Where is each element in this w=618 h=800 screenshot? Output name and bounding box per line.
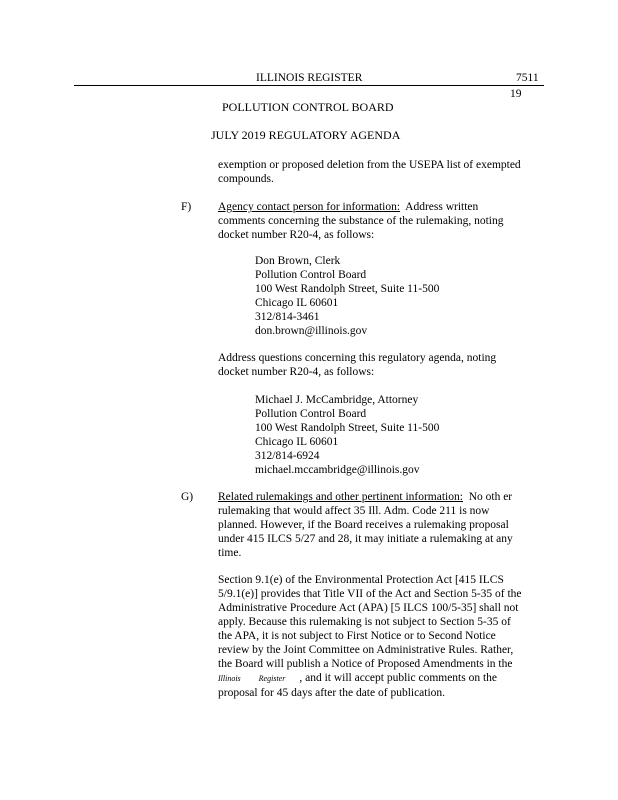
text-line: the Board will publish a Notice of Proposed Amendments in the xyxy=(218,658,513,670)
contact-name: Michael J. McCambridge, Attorney xyxy=(255,394,419,406)
section-g-paragraph xyxy=(218,490,548,560)
contact-city: Chicago IL 60601 xyxy=(255,297,339,309)
contact-org: Pollution Control Board xyxy=(255,269,367,281)
text-line: under 415 ILCS 5/27 and 28, it may initiate a rulemaking at any xyxy=(218,533,513,545)
text-fragment: , and it will accept public comments on the xyxy=(299,672,498,684)
section-f-label: F) xyxy=(181,201,192,213)
contact-phone: 312/814-6924 xyxy=(255,450,320,462)
text-line xyxy=(218,671,548,686)
text-line: docket number R20-4, as follows: xyxy=(218,229,375,241)
section-g-heading: Related rulemakings and other pertinent information: xyxy=(218,491,463,503)
text-line xyxy=(218,200,548,214)
text-line: exemption or proposed deletion from the USEPA list of exempted xyxy=(218,159,521,171)
issue-number: 19 xyxy=(510,88,522,100)
text-line: planned. However, if the Board receives a rulemaking proposal xyxy=(218,519,509,531)
text-line: compounds. xyxy=(218,173,274,185)
contact-email: don.brown@illinois.gov xyxy=(255,325,368,337)
text-line: Administrative Procedure Act (APA) [5 ILCS 100/5-35] shall not xyxy=(218,602,519,614)
text-line: Address questions concerning this regulatory agenda, noting xyxy=(218,352,497,364)
contact-name: Don Brown, Clerk xyxy=(255,255,341,267)
questions-paragraph xyxy=(218,351,548,379)
header-rule xyxy=(74,85,544,86)
section-f-paragraph xyxy=(218,200,548,242)
contact-city: Chicago IL 60601 xyxy=(255,436,339,448)
contact-phone: 312/814-3461 xyxy=(255,311,320,323)
italic-register: Register xyxy=(258,674,286,683)
text-line: Section 9.1(e) of the Environmental Protection Act [415 ILCS xyxy=(218,574,504,586)
page-number: 7511 xyxy=(516,72,539,84)
text-line: rulemaking that would affect 35 Ill. Adm. Code 211 is now xyxy=(218,505,490,517)
register-title: ILLINOIS REGISTER xyxy=(256,72,363,84)
text-line: apply. Because this rulemaking is not subject to Section 5-35 of xyxy=(218,616,511,628)
text-line: docket number R20-4, as follows: xyxy=(218,366,375,378)
continuation-paragraph xyxy=(218,158,548,186)
italic-illinois: Illinois xyxy=(218,674,241,683)
contact-block-attorney xyxy=(255,393,439,477)
contact-org: Pollution Control Board xyxy=(255,408,367,420)
contact-email: michael.mccambridge@illinois.gov xyxy=(255,464,420,476)
section-f-heading: Agency contact person for information: xyxy=(218,201,401,213)
text-line: proposal for 45 days after the date of publication. xyxy=(218,687,446,699)
agency-name: POLLUTION CONTROL BOARD xyxy=(222,100,394,114)
text-line: review by the Joint Committee on Administrative Rules. Rather, xyxy=(218,644,514,656)
section-g-heading-tail: No oth er xyxy=(462,491,513,503)
text-line: comments concerning the substance of the rulemaking, noting xyxy=(218,215,504,227)
contact-street: 100 West Randolph Street, Suite 11-500 xyxy=(255,422,440,434)
section-g-label: G) xyxy=(181,491,194,503)
section-f-heading-tail: Address written xyxy=(400,201,479,213)
contact-street: 100 West Randolph Street, Suite 11-500 xyxy=(255,283,440,295)
text-line: 5/9.1(e)] provides that Title VII of the Act and Section 5-35 of the xyxy=(218,588,522,600)
contact-block-clerk xyxy=(255,254,439,338)
section-g-paragraph-2 xyxy=(218,573,548,700)
text-line: the APA, it is not subject to First Notice or to Second Notice xyxy=(218,630,496,642)
agenda-title: JULY 2019 REGULATORY AGENDA xyxy=(211,128,401,142)
text-line xyxy=(218,490,548,504)
text-line: time. xyxy=(218,547,242,559)
